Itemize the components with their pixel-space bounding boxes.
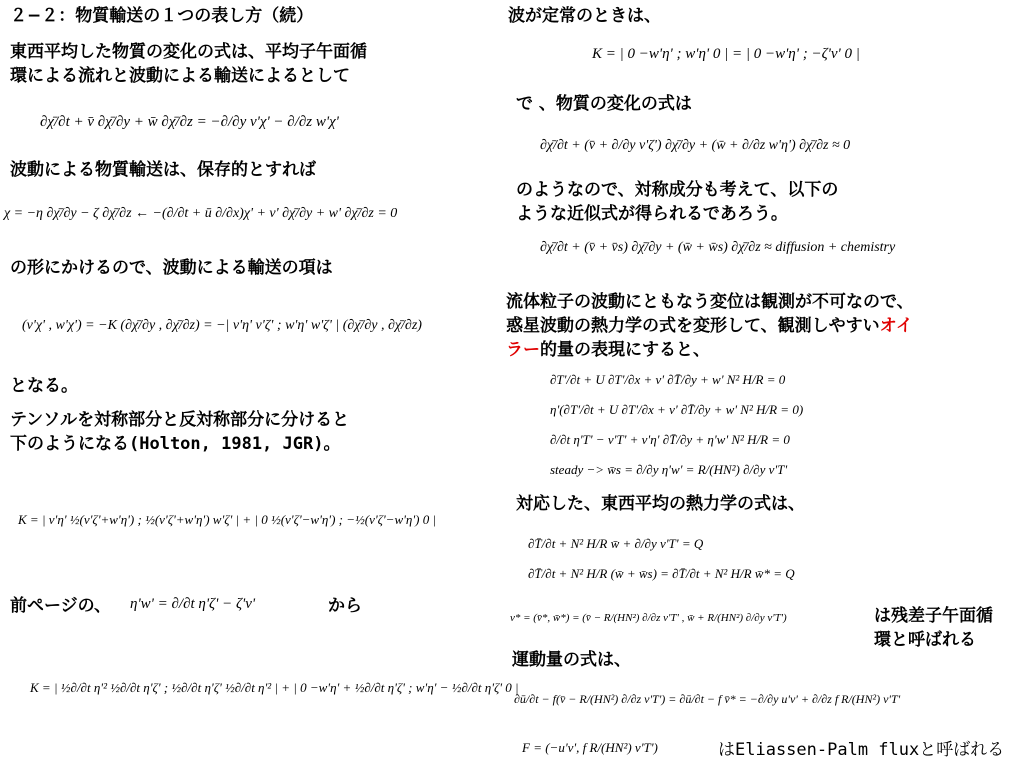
right-para-4-line-3: ラー的量の表現にすると、 xyxy=(506,340,710,360)
right-para-4-line-2: 惑星波動の熱力学の式を変形して、観測しやすいオイ xyxy=(506,316,913,336)
left-para-4: となる。 xyxy=(10,376,78,396)
left-para-5-line-2: 下のようになる(Holton, 1981, JGR)。 xyxy=(10,434,341,454)
right-para-5: 対応した、東西平均の熱力学の式は、 xyxy=(516,494,805,514)
equation-thermo-b: η'(∂T'/∂t + U ∂T'/∂x + v' ∂T̄/∂y + w' N² H/R = 0) xyxy=(550,402,804,417)
equation-wave-transport-tensor: (v'χ' , w'χ') = −K (∂χ̄/∂y , ∂χ̄/∂z) = −| v'η' v'ζ' ; w'η' w'ζ' | (∂χ̄/∂y , ∂χ̄/∂z) xyxy=(22,318,422,333)
equation-k-time-derivative: K = | ½∂/∂t η'² ½∂/∂t η'ζ' ; ½∂/∂t η'ζ' ½∂/∂t η'² | + | 0 −w'η' + ½∂/∂t η'ζ' ; w'η' − ½∂/∂t η'ζ' 0 | xyxy=(30,680,519,695)
equation-wave-conservation: χ = −η ∂χ̄/∂y − ζ ∂χ̄/∂z ← −(∂/∂t + ū ∂/∂x)χ' + v' ∂χ̄/∂y + w' ∂χ̄/∂z = 0 xyxy=(4,206,398,221)
equation-zonal-thermo-a: ∂T̄/∂t + N² H/R w̄ + ∂/∂y v'T' = Q xyxy=(528,536,704,551)
left-para-6-suffix: から xyxy=(328,596,362,616)
equation-thermo-steady: steady −> w̄s = ∂/∂y η'w' = R/(HN²) ∂/∂y v'T' xyxy=(550,462,788,477)
equation-zonal-thermo-b: ∂T̄/∂t + N² H/R (w̄ + w̄s) = ∂T̄/∂t + N² H/R w̄* = Q xyxy=(528,566,795,581)
left-para-6-prefix: 前ページの、 xyxy=(10,596,111,616)
equation-thermo-c: ∂/∂t η'T' − v'T' + v'η' ∂T̄/∂y + η'w' N² H/R = 0 xyxy=(550,432,790,447)
right-para-6-line-1: は残差子午面循 xyxy=(874,606,993,626)
equation-tracer-change: ∂χ̄/∂t + (v̄ + ∂/∂y v'ζ') ∂χ̄/∂y + (w̄ + ∂/∂z w'η') ∂χ̄/∂z ≈ 0 xyxy=(540,138,851,153)
right-para-4-line-1: 流体粒子の波動にともなう変位は観測が不可なので、 xyxy=(506,292,914,312)
right-para-6-line-2: 環と呼ばれる xyxy=(874,630,976,650)
right-para-1: 波が定常のときは、 xyxy=(508,6,661,26)
right-para-8: はEliassen-Palm fluxと呼ばれる xyxy=(718,740,1005,760)
equation-inline-eta-w: η'w' = ∂/∂t η'ζ' − ζ'v' xyxy=(130,596,256,612)
left-para-1-line-1: 東西平均した物質の変化の式は、平均子午面循 xyxy=(10,42,367,62)
left-para-1-line-2: 環による流れと波動による輸送によるとして xyxy=(10,66,350,86)
left-para-2: 波動による物質輸送は、保存的とすれば xyxy=(10,160,316,180)
equation-k-steady: K = | 0 −w'η' ; w'η' 0 | = | 0 −w'η' ; −ζ'v' 0 | xyxy=(592,46,860,62)
right-para-2: で 、物質の変化の式は xyxy=(516,94,692,114)
highlight-euler-2: ラー xyxy=(506,340,540,360)
right-para-7: 運動量の式は、 xyxy=(512,650,631,670)
equation-symmetric-antisymmetric-split: K = | v'η' ½(v'ζ'+w'η') ; ½(v'ζ'+w'η') w'ζ' | + | 0 ½(v'ζ'−w'η') ; −½(v'ζ'−w'η') 0 | xyxy=(18,512,437,527)
left-para-5-line-1: テンソルを対称部分と反対称部分に分けると xyxy=(10,410,350,430)
equation-residual-circulation: v* = (v̄*, w̄*) = (v̄ − R/(HN²) ∂/∂z v'T' , w̄ + R/(HN²) ∂/∂y v'T') xyxy=(510,612,787,624)
equation-momentum: ∂ū/∂t − f(v̄ − R/(HN²) ∂/∂z v'T') = ∂ū/∂t − f v̄* = −∂/∂y u'v' + ∂/∂z f R/(HN²) v'T' xyxy=(514,692,901,706)
equation-ep-flux: F = (−u'v', f R/(HN²) v'T') xyxy=(522,740,658,755)
equation-approximation: ∂χ̄/∂t + (v̄ + v̄s) ∂χ̄/∂y + (w̄ + w̄s) ∂χ̄/∂z ≈ diffusion + chemistry xyxy=(540,240,896,255)
left-para-3: の形にかけるので、波動による輸送の項は xyxy=(10,258,333,278)
right-para-3-line-1: のようなので、対称成分も考えて、以下の xyxy=(516,180,839,200)
highlight-euler-1: オイ xyxy=(879,316,913,336)
slide-heading: ２−２：物質輸送の１つの表し方（続） xyxy=(10,6,314,26)
equation-zonal-mean-tracer: ∂χ̄/∂t + v̄ ∂χ̄/∂y + w̄ ∂χ̄/∂z = −∂/∂y v'χ' − ∂/∂z w'χ' xyxy=(40,114,339,130)
equation-thermo-a: ∂T'/∂t + U ∂T'/∂x + v' ∂T̄/∂y + w' N² H/R = 0 xyxy=(550,372,786,387)
right-para-3-line-2: ような近似式が得られるであろう。 xyxy=(516,204,788,224)
